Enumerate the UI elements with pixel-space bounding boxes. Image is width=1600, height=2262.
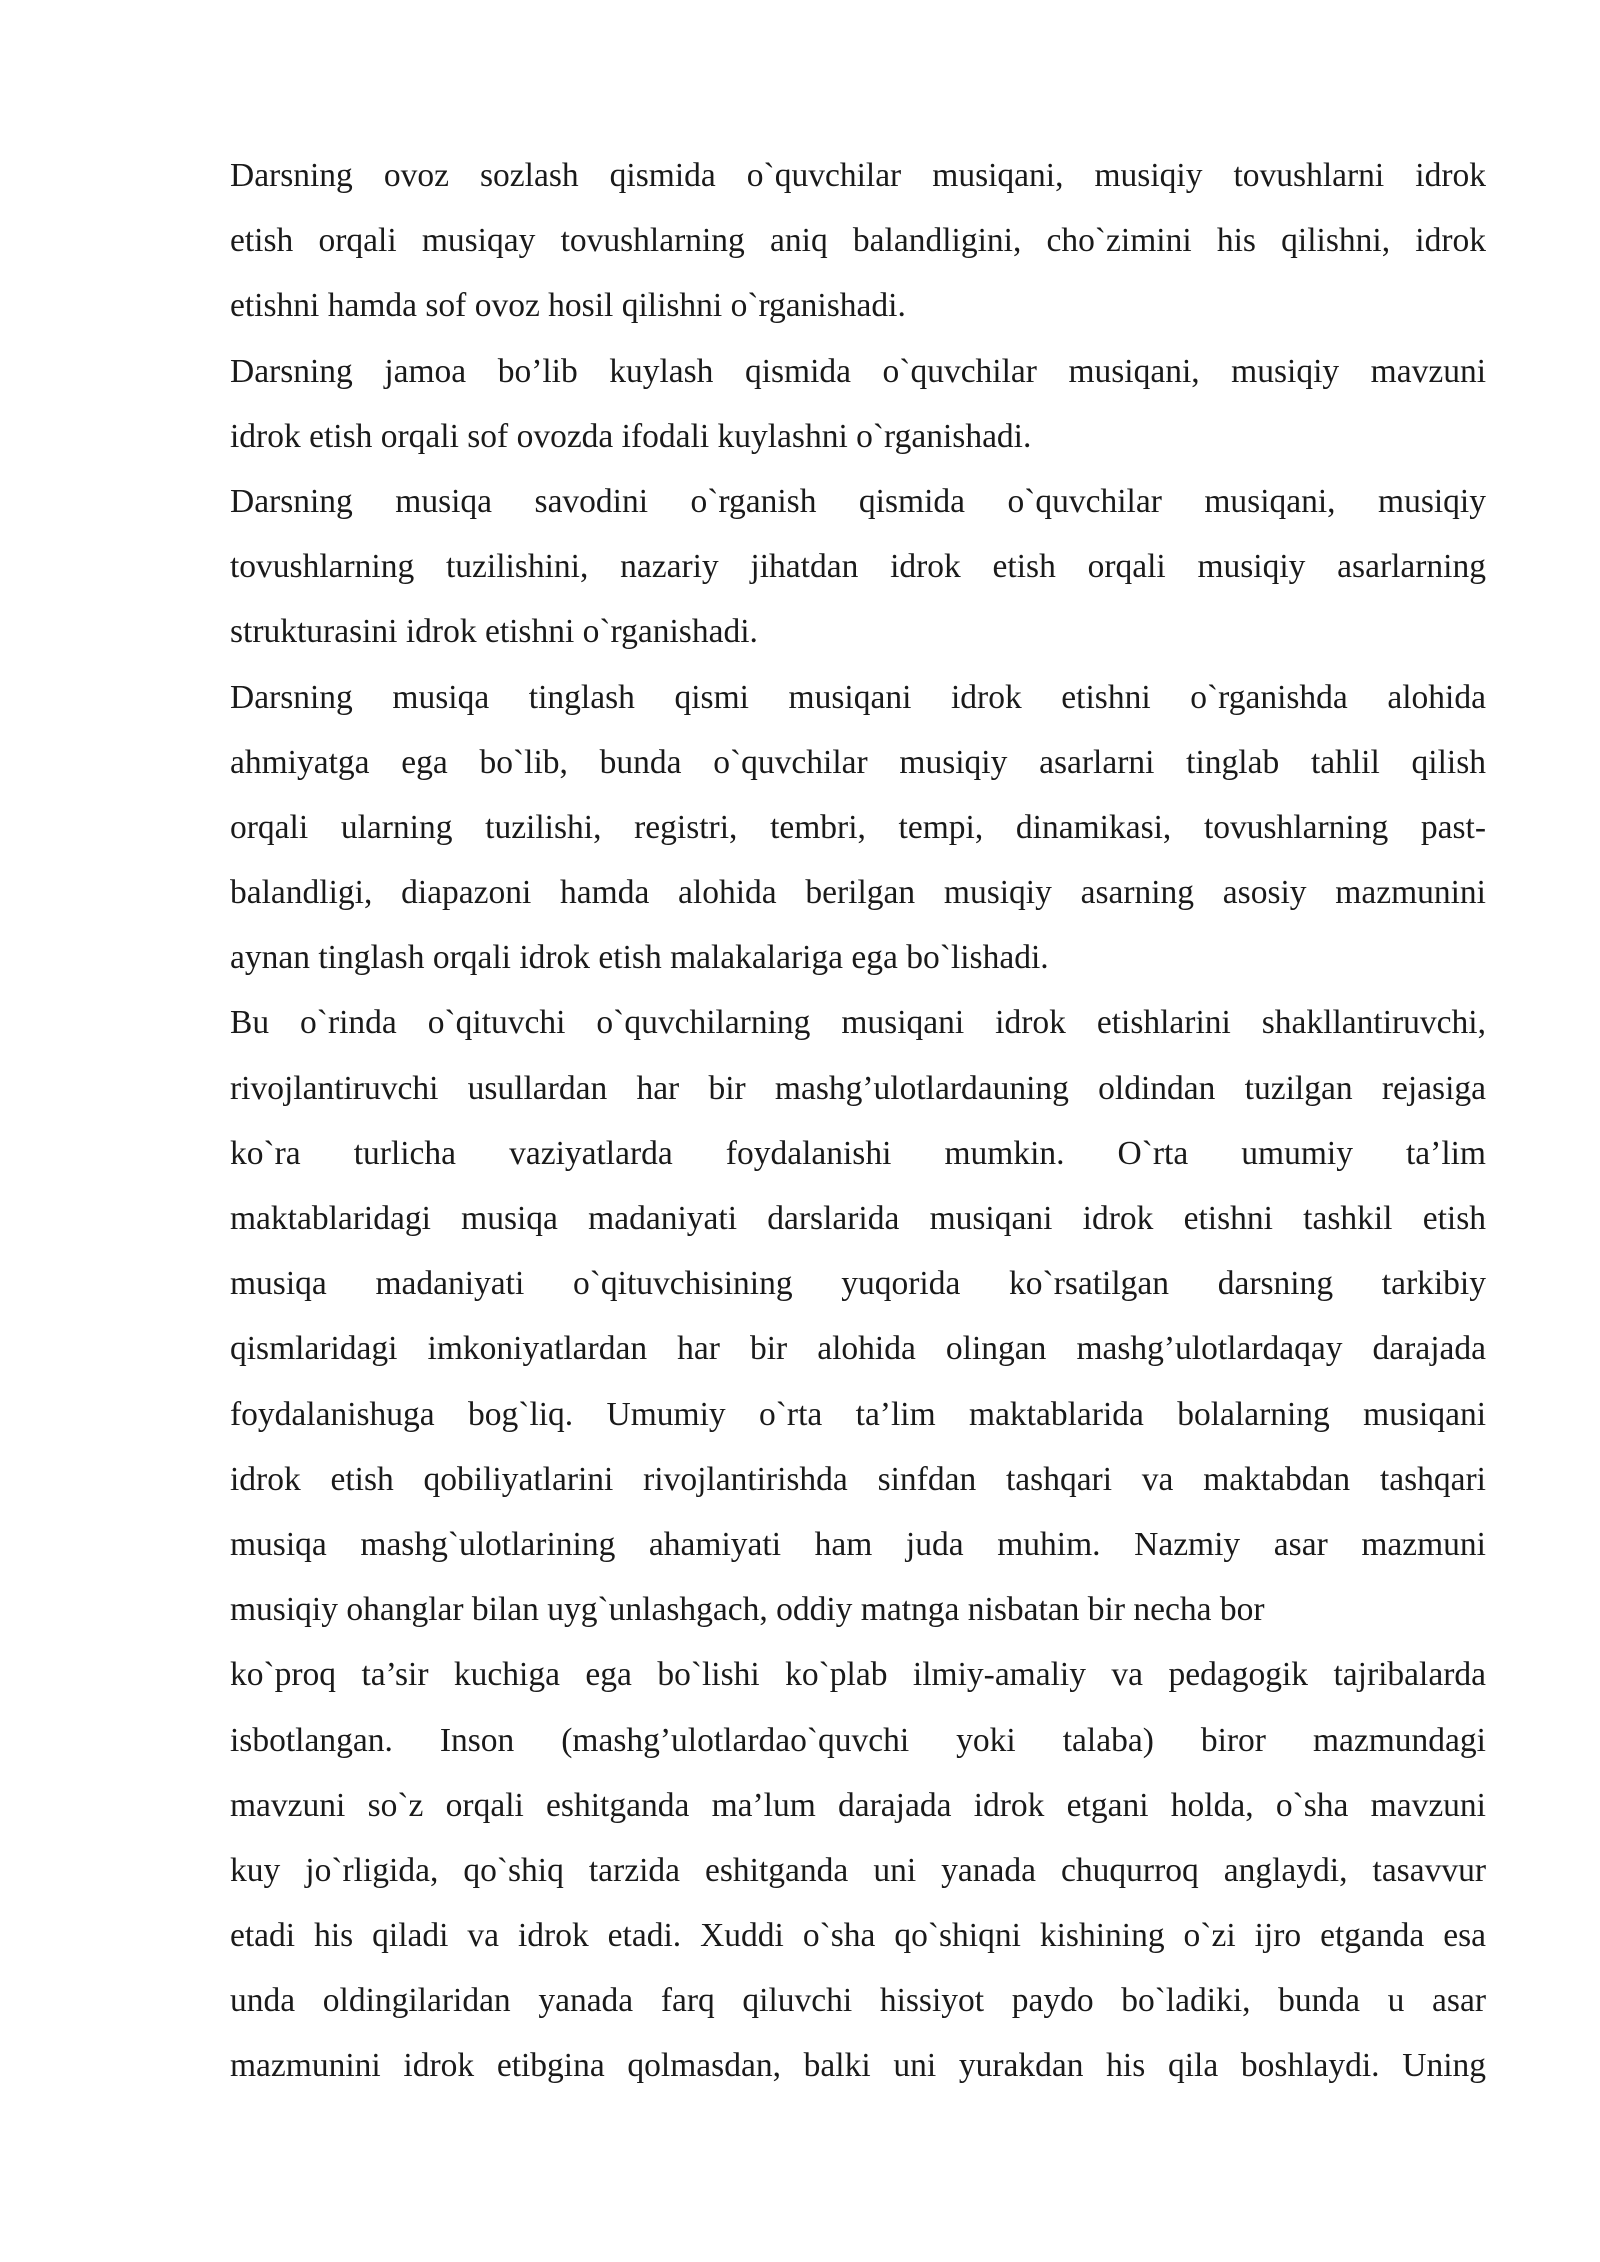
paragraph bbox=[230, 990, 1486, 1642]
text-line: maktablaridagi musiqa madaniyati darslarida musiqani idrok etishni tashkil etish bbox=[230, 1200, 1486, 1237]
paragraph bbox=[230, 1642, 1486, 2098]
text-line: etadi his qiladi va idrok etadi. Xuddi o`sha qo`shiqni kishining o`zi ijro etganda esa bbox=[230, 1917, 1486, 1955]
text-line: idrok etish qobiliyatlarini rivojlantirishda sinfdan tashqari va maktabdan tashqari bbox=[230, 1460, 1486, 1498]
text-line: Darsning musiqa savodini o`rganish qismida o`quvchilar musiqani, musiqiy bbox=[230, 482, 1486, 520]
text-line: Darsning ovoz sozlash qismida o`quvchilar musiqani, musiqiy tovushlarni idrok bbox=[230, 157, 1486, 194]
text-line: aynan tinglash orqali idrok etish malakalariga ega bo`lishadi. bbox=[230, 939, 1049, 977]
paragraph bbox=[230, 665, 1486, 991]
paragraph bbox=[230, 143, 1486, 339]
text-line: musiqa mashg`ulotlarining ahamiyati ham juda muhim. Nazmiy asar mazmuni bbox=[230, 1525, 1486, 1563]
text-line: musiqiy ohanglar bilan uyg`unlashgach, oddiy matnga nisbatan bir necha bor bbox=[230, 1591, 1265, 1629]
paragraph bbox=[230, 339, 1486, 469]
text-line: tovushlarning tuzilishini, nazariy jihatdan idrok etish orqali musiqiy asarlarning bbox=[230, 548, 1486, 586]
text-line: isbotlangan. Inson (mashg’ulotlardao`quvchi yoki talaba) biror mazmundagi bbox=[230, 1721, 1486, 1759]
text-line: rivojlantiruvchi usullardan har bir mashg’ulotlardauning oldindan tuzilgan rejasiga bbox=[230, 1069, 1486, 1107]
text-line: strukturasini idrok etishni o`rganishadi. bbox=[230, 613, 758, 651]
text-line: Bu o`rinda o`qituvchi o`quvchilarning musiqani idrok etishlarini shakllantiruvchi, bbox=[230, 1004, 1486, 1042]
text-line: mazmunini idrok etibgina qolmasdan, balki uni yurakdan his qila boshlaydi. Uning bbox=[230, 2047, 1486, 2085]
paragraph bbox=[230, 469, 1486, 665]
text-line: orqali ularning tuzilishi, registri, tembri, tempi, dinamikasi, tovushlarning past- bbox=[230, 808, 1486, 846]
text-line: qismlaridagi imkoniyatlardan har bir alohida olingan mashg’ulotlardaqay darajada bbox=[230, 1330, 1486, 1368]
text-line: mavzuni so`z orqali eshitganda ma’lum darajada idrok etgani holda, o`sha mavzuni bbox=[230, 1786, 1486, 1824]
text-line: balandligi, diapazoni hamda alohida berilgan musiqiy asarning asosiy mazmunini bbox=[230, 874, 1486, 912]
text-line: musiqa madaniyati o`qituvchisining yuqorida ko`rsatilgan darsning tarkibiy bbox=[230, 1265, 1486, 1303]
text-line: ahmiyatga ega bo`lib, bunda o`quvchilar musiqiy asarlarni tinglab tahlil qilish bbox=[230, 743, 1486, 781]
text-line: Darsning jamoa bo’lib kuylash qismida o`quvchilar musiqani, musiqiy mavzuni bbox=[230, 352, 1486, 390]
text-line: unda oldingilaridan yanada farq qiluvchi hissiyot paydo bo`ladiki, bunda u asar bbox=[230, 1982, 1486, 2020]
text-line: ko`proq ta’sir kuchiga ega bo`lishi ko`plab ilmiy-amaliy va pedagogik tajribalarda bbox=[230, 1656, 1486, 1694]
text-line: Darsning musiqa tinglash qismi musiqani idrok etishni o`rganishda alohida bbox=[230, 678, 1486, 716]
document-page bbox=[230, 143, 1486, 2099]
text-line: kuy jo`rligida, qo`shiq tarzida eshitganda uni yanada chuqurroq anglaydi, tasavvur bbox=[230, 1851, 1486, 1889]
text-line: foydalanishuga bog`liq. Umumiy o`rta ta’lim maktablarida bolalarning musiqani bbox=[230, 1395, 1486, 1433]
text-line: idrok etish orqali sof ovozda ifodali kuylashni o`rganishadi. bbox=[230, 417, 1032, 455]
text-line: ko`ra turlicha vaziyatlarda foydalanishi mumkin. O`rta umumiy ta’lim bbox=[230, 1134, 1486, 1172]
text-line: etishni hamda sof ovoz hosil qilishni o`rganishadi. bbox=[230, 287, 906, 325]
text-line: etish orqali musiqay tovushlarning aniq balandligini, cho`zimini his qilishni, idrok bbox=[230, 222, 1486, 260]
